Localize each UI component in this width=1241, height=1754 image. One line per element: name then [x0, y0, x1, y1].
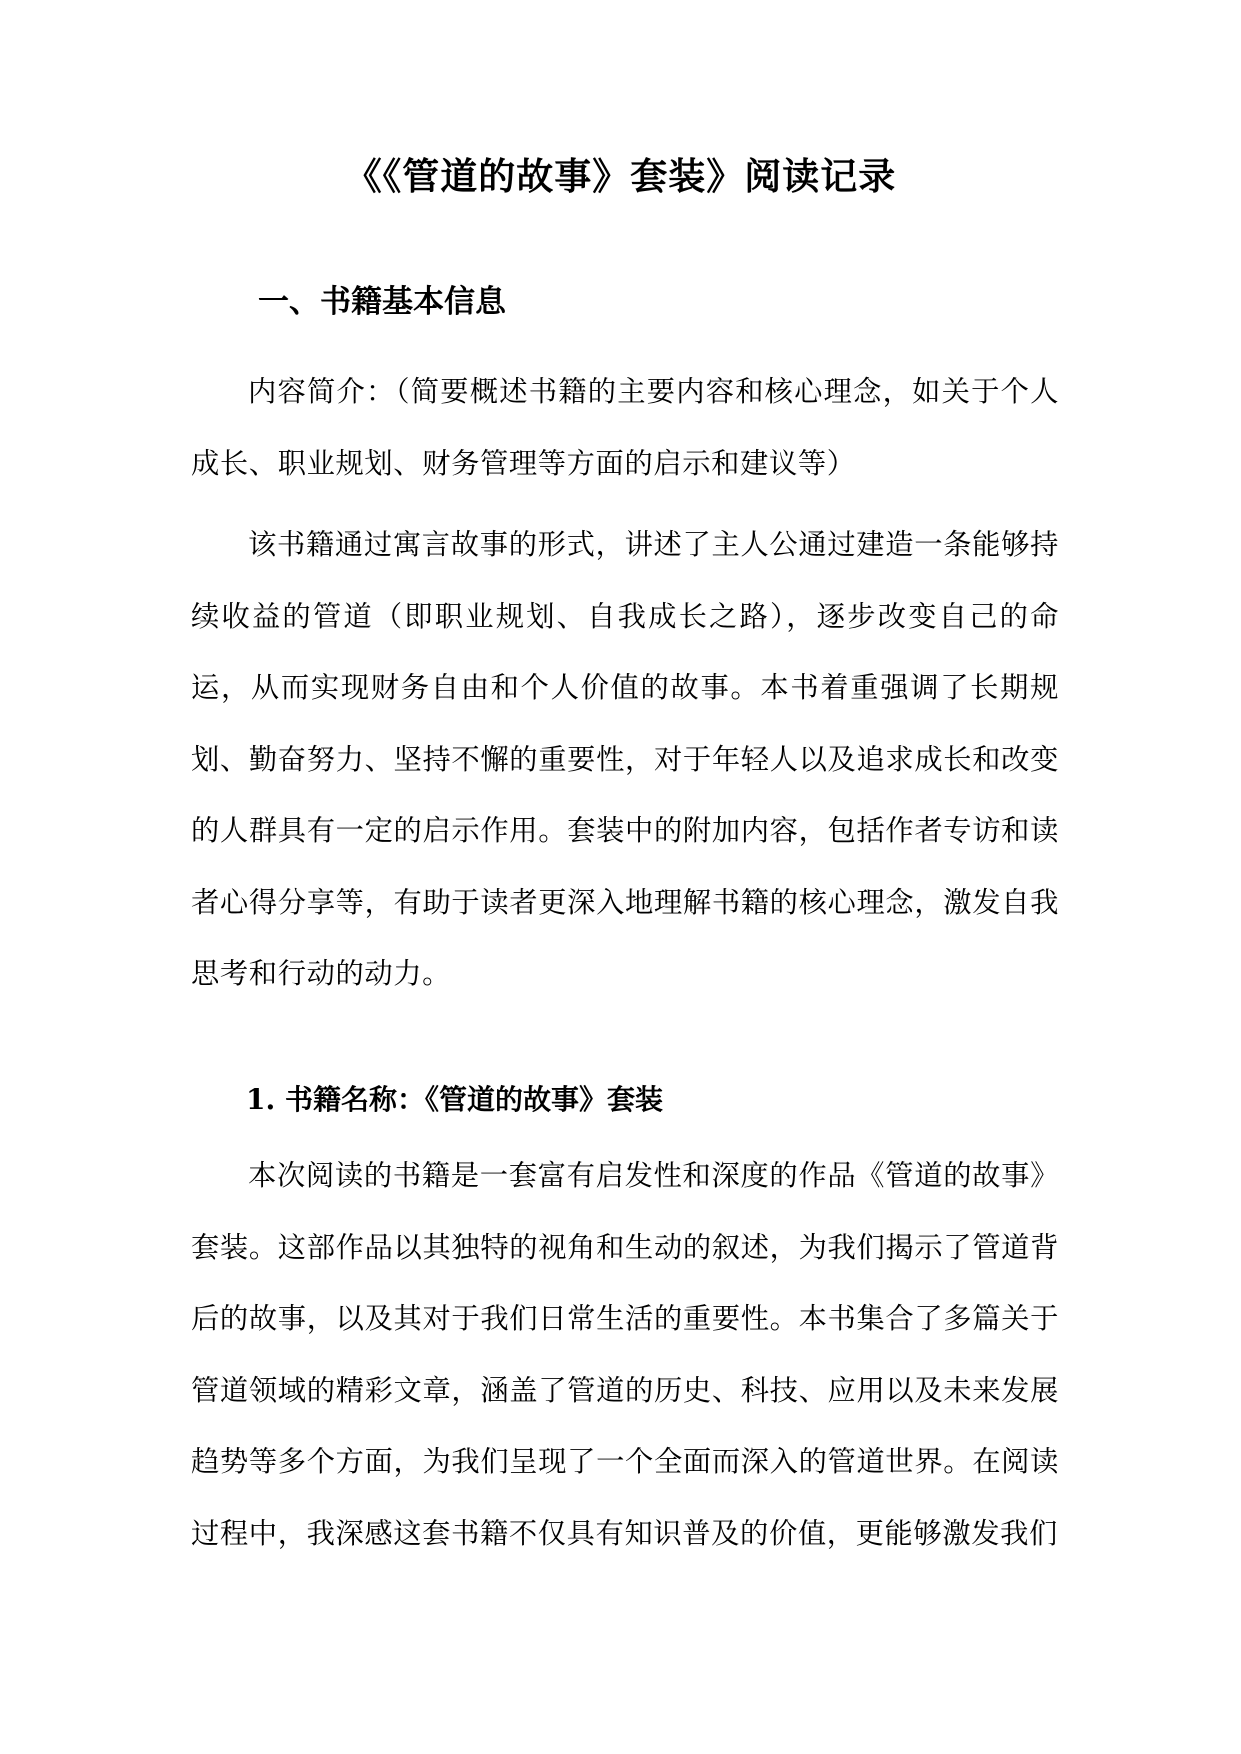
document-title: 《《管道的故事》套装》阅读记录 — [344, 154, 897, 198]
summary-paragraph: 该书籍通过寓言故事的形式，讲述了主人公通过建造一条能够持续收益的管道（即职业规划、自我成长之路），逐步改变自己的命运，从而实现财务自由和个人价值的故事。本书着重强调了长期规划、勤奋努力、坚持不懈的重要性，对于年轻人以及追求成长和改变的人群具有一定的启示作用。套装中的附加内容，包括作者专访和读者心得分享等，有助于读者更深入地理解书籍的核心理念，激发自我思考和行动的动力。 — [191, 528, 1059, 990]
book-name-heading: 1. 书籍名称：《管道的故事》套装 — [246, 1083, 663, 1116]
book-name-paragraph: 本次阅读的书籍是一套富有启发性和深度的作品《管道的故事》套装。这部作品以其独特的视角和生动的叙述，为我们揭示了管道背后的故事，以及其对于我们日常生活的重要性。本书集合了多篇关于管道领域的精彩文章，涵盖了管道的历史、科技、应用以及未来发展趋势等多个方面，为我们呈现了一个全面而深入的管道世界。在阅读过程中，我深感这套书籍不仅具有知识普及的价值，更能够激发我们 — [191, 1159, 1059, 1550]
intro-prompt-paragraph: 内容简介：（简要概述书籍的主要内容和核心理念，如关于个人成长、职业规划、财务管理等方面的启示和建议等） — [191, 375, 1059, 480]
section-heading-basic-info: 一、书籍基本信息 — [258, 284, 506, 320]
